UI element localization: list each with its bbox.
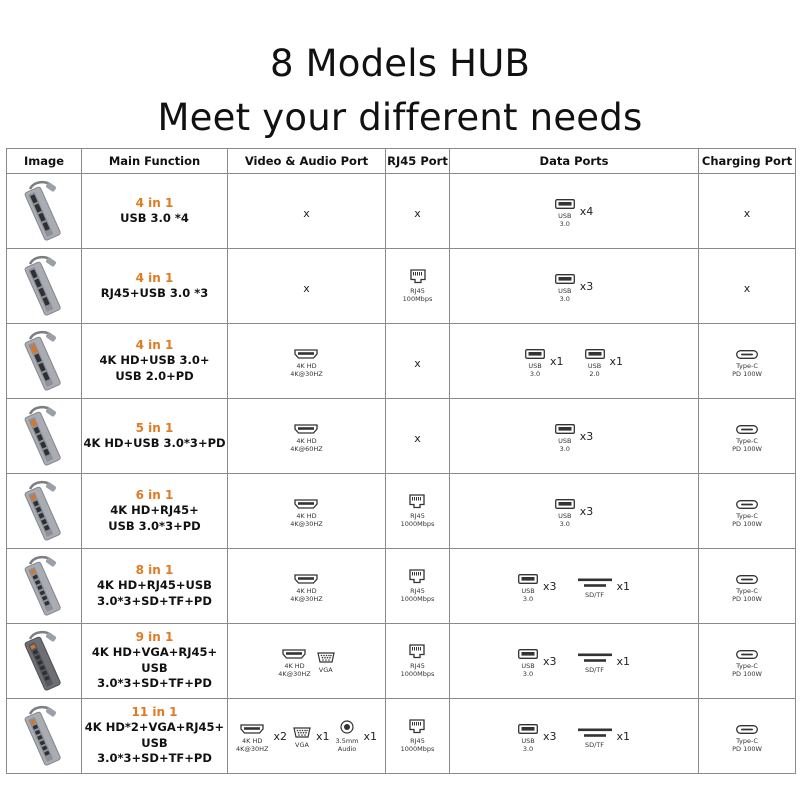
port-multiplier: x3 (542, 729, 557, 743)
cell-main-function (82, 699, 228, 774)
type-c-icon (736, 719, 758, 738)
port-multiplier: x1 (616, 729, 631, 743)
port-caption: USB 3.0 (558, 212, 572, 228)
cell-main-function (82, 474, 228, 549)
cell-image (7, 624, 82, 699)
video-ports (228, 419, 385, 453)
port-caption: 4K HD 4K@30HZ (278, 662, 311, 678)
cell-video-audio (228, 249, 386, 324)
port-icon-group (585, 344, 605, 378)
data-ports (450, 494, 698, 528)
cell-rj45 (386, 474, 450, 549)
function-line: 4K HD+VGA+RJ45+ (91, 645, 218, 660)
hub-device-image (7, 477, 81, 545)
function-line: USB 2.0+PD (115, 368, 194, 383)
video-ports (228, 719, 385, 753)
cell-charging (699, 474, 796, 549)
port-icon-group (555, 194, 575, 228)
data-ports (450, 644, 698, 678)
video-ports (228, 494, 385, 528)
port-caption: USB 3.0 (521, 587, 535, 603)
port-item (290, 569, 323, 603)
port-multiplier: x3 (579, 279, 594, 293)
port-caption: 4K HD 4K@30HZ (290, 512, 323, 528)
table-header-row (7, 149, 796, 174)
cell-rj45 (386, 324, 450, 399)
port-item (336, 719, 378, 753)
port-icon-group (732, 344, 762, 378)
cell-data-ports (450, 474, 699, 549)
table-row (7, 249, 796, 324)
port-item (555, 419, 594, 453)
function-line: 4K HD+RJ45+ (110, 503, 199, 517)
none-mark: x (303, 206, 310, 220)
table-row (7, 174, 796, 249)
port-icon-group (317, 648, 335, 675)
port-multiplier: x1 (616, 579, 631, 593)
data-ports (450, 194, 698, 228)
header-data-ports: Data Ports (450, 149, 699, 174)
port-item (403, 269, 433, 303)
data-ports (450, 419, 698, 453)
port-caption: 3.5mm Audio (335, 737, 359, 753)
port-caption: 4K HD 4K@30HZ (290, 587, 323, 603)
charging-ports (699, 569, 795, 603)
port-caption: USB 3.0 (558, 287, 572, 303)
port-caption: Type-C PD 100W (732, 437, 762, 453)
hdmi-icon (294, 569, 318, 588)
port-item (732, 344, 762, 378)
port-item (555, 269, 594, 303)
port-caption: Type-C PD 100W (732, 662, 762, 678)
cell-video-audio (228, 549, 386, 624)
port-icon-group (401, 719, 435, 753)
cell-data-ports (450, 399, 699, 474)
port-item (555, 194, 594, 228)
port-multiplier: x1 (315, 729, 330, 743)
hub-device-image (7, 177, 81, 245)
port-icon-group (525, 344, 545, 378)
rj45-ports (386, 719, 449, 753)
function-line: 4K HD+USB 3.0+ (99, 353, 210, 367)
model-count: 4 in 1 (135, 270, 174, 285)
port-icon-group (578, 723, 612, 750)
function-line: USB 3.0*3+SD+TF+PD (97, 660, 212, 691)
port-icon-group (290, 344, 323, 378)
port-caption: VGA (318, 665, 333, 674)
header-main-function: Main Function (82, 149, 228, 174)
port-icon-group (555, 269, 575, 303)
cell-rj45 (386, 249, 450, 324)
cell-charging (699, 249, 796, 324)
port-item (293, 723, 330, 750)
hdmi-icon (294, 494, 318, 513)
port-icon-group (578, 648, 612, 675)
cell-data-ports (450, 249, 699, 324)
sd-tf-icon (578, 573, 612, 592)
port-item (585, 344, 624, 378)
port-caption: RJ45 1000Mbps (400, 512, 435, 528)
video-ports (228, 569, 385, 603)
cell-main-function (82, 624, 228, 699)
port-icon-group (555, 419, 575, 453)
cell-main-function (82, 399, 228, 474)
port-multiplier: x2 (273, 729, 287, 743)
table-row (7, 699, 796, 774)
port-item (236, 719, 287, 753)
port-caption: USB 3.0 (558, 512, 572, 528)
port-item (290, 494, 323, 528)
port-item (732, 569, 762, 603)
data-ports (450, 344, 698, 378)
port-caption: USB 2.0 (587, 362, 602, 378)
port-icon-group (578, 573, 612, 600)
usb-icon (518, 569, 538, 588)
usb-icon (518, 719, 538, 738)
model-count: 4 in 1 (135, 195, 174, 210)
cell-charging (699, 324, 796, 399)
port-item (732, 719, 762, 753)
hub-device-image (7, 252, 81, 320)
port-item (578, 648, 631, 675)
port-item (518, 569, 557, 603)
usb-icon (555, 419, 575, 438)
cell-main-function (82, 174, 228, 249)
cell-charging (699, 624, 796, 699)
rj45-icon (409, 569, 425, 588)
audio-jack-icon (340, 719, 354, 738)
type-c-icon (736, 494, 758, 513)
port-icon-group (278, 644, 311, 678)
cell-charging (699, 699, 796, 774)
none-mark: x (303, 281, 310, 295)
cell-data-ports (450, 624, 699, 699)
port-item (732, 494, 762, 528)
type-c-icon (736, 419, 758, 438)
port-icon-group (293, 723, 311, 750)
port-icon-group (290, 419, 323, 453)
port-item (401, 719, 435, 753)
vga-icon (317, 648, 335, 667)
rj45-ports (386, 494, 449, 528)
data-ports (450, 719, 698, 753)
cell-charging (699, 399, 796, 474)
port-icon-group (401, 569, 435, 603)
port-item (278, 644, 311, 678)
port-caption: USB 3.0 (521, 662, 535, 678)
vga-icon (293, 723, 311, 742)
port-item (290, 419, 323, 453)
header-charging-port: Charging Port (699, 149, 796, 174)
port-icon-group (336, 719, 359, 753)
port-item (290, 344, 323, 378)
charging-ports (699, 644, 795, 678)
cell-image (7, 399, 82, 474)
port-item (732, 419, 762, 453)
cell-video-audio (228, 624, 386, 699)
cell-image (7, 324, 82, 399)
port-multiplier: x3 (579, 429, 594, 443)
hub-device-image (7, 702, 81, 770)
data-ports (450, 269, 698, 303)
header-image: Image (7, 149, 82, 174)
page-subtitle: Meet your different needs (157, 96, 643, 139)
table-row (7, 549, 796, 624)
port-multiplier: x1 (616, 654, 631, 668)
cell-main-function (82, 249, 228, 324)
function-line: 4K HD+USB 3.0*3+PD (83, 435, 226, 450)
cell-rj45 (386, 549, 450, 624)
model-count: 9 in 1 (135, 630, 174, 645)
none-mark: x (743, 206, 751, 220)
cell-video-audio (228, 174, 386, 249)
port-multiplier: x1 (363, 729, 378, 743)
hdmi-icon (282, 644, 306, 663)
function-line: 4K HD*2+VGA+RJ45+ (84, 720, 225, 735)
usb-icon (555, 269, 575, 288)
model-count: 5 in 1 (135, 420, 174, 435)
page-title: 8 Models HUB (269, 42, 531, 85)
function-line: USB 3.0 *4 (120, 210, 189, 225)
port-icon-group (732, 644, 762, 678)
video-ports (228, 344, 385, 378)
port-icon-group (403, 269, 433, 303)
port-icon-group (518, 719, 538, 753)
port-item (518, 719, 557, 753)
header-video-audio-port: Video & Audio Port (228, 149, 386, 174)
function-line: USB 3.0*3+PD (108, 518, 201, 533)
port-caption: SD/TF (584, 665, 605, 674)
port-caption: Type-C PD 100W (732, 362, 762, 378)
port-caption: RJ45 1000Mbps (400, 587, 435, 603)
rj45-icon (410, 269, 426, 288)
header-rj45-port: RJ45 Port (386, 149, 450, 174)
port-icon-group (732, 719, 762, 753)
port-item (732, 644, 762, 678)
cell-main-function (82, 324, 228, 399)
port-icon-group (401, 494, 435, 528)
port-caption: Type-C PD 100W (732, 587, 762, 603)
cell-video-audio (228, 399, 386, 474)
port-multiplier: x4 (579, 204, 594, 218)
none-mark: x (414, 206, 421, 220)
table-row (7, 324, 796, 399)
port-multiplier: x3 (542, 654, 557, 668)
hdmi-icon (240, 719, 264, 738)
cell-video-audio (228, 324, 386, 399)
port-caption: USB 3.0 (521, 737, 535, 753)
port-item (578, 723, 631, 750)
charging-ports (699, 419, 795, 453)
port-item (555, 494, 594, 528)
port-item (401, 644, 435, 678)
port-item (525, 344, 564, 378)
port-multiplier: x1 (609, 354, 624, 368)
table-row (7, 624, 796, 699)
port-icon-group (732, 569, 762, 603)
cell-data-ports (450, 549, 699, 624)
cell-data-ports (450, 174, 699, 249)
port-icon-group (401, 644, 435, 678)
cell-main-function (82, 549, 228, 624)
charging-ports (699, 344, 795, 378)
charging-ports (699, 719, 795, 753)
port-icon-group (732, 419, 762, 453)
none-mark: x (743, 281, 751, 295)
port-icon-group (518, 569, 538, 603)
port-multiplier: x3 (579, 504, 594, 518)
cell-rj45 (386, 174, 450, 249)
rj45-ports (386, 644, 449, 678)
port-caption: 4K HD 4K@30HZ (235, 737, 269, 753)
hdmi-icon (294, 344, 318, 363)
port-icon-group (236, 719, 269, 753)
cell-image (7, 699, 82, 774)
port-multiplier: x3 (542, 579, 557, 593)
cell-rj45 (386, 399, 450, 474)
port-caption: RJ45 1000Mbps (400, 737, 435, 753)
usb-icon (555, 494, 575, 513)
port-item (317, 648, 335, 675)
rj45-ports (386, 569, 449, 603)
port-item (401, 494, 435, 528)
sd-tf-icon (578, 723, 612, 742)
table-row (7, 399, 796, 474)
cell-charging (699, 174, 796, 249)
cell-video-audio (228, 699, 386, 774)
usb-icon (525, 344, 545, 363)
port-caption: Type-C PD 100W (732, 512, 762, 528)
data-ports (450, 569, 698, 603)
hub-device-image (7, 327, 81, 395)
none-mark: x (414, 431, 421, 445)
models-table (6, 148, 796, 774)
port-icon-group (732, 494, 762, 528)
rj45-icon (409, 719, 425, 738)
model-count: 4 in 1 (135, 338, 174, 352)
usb-icon (555, 194, 575, 213)
port-icon-group (290, 494, 323, 528)
port-item (578, 573, 631, 600)
cell-data-ports (450, 699, 699, 774)
hub-device-image (7, 402, 81, 470)
port-caption: VGA (295, 740, 309, 749)
charging-ports (699, 494, 795, 528)
type-c-icon (736, 644, 758, 663)
hub-device-image (7, 552, 81, 620)
cell-charging (699, 549, 796, 624)
sd-tf-icon (578, 648, 612, 667)
usb-icon (518, 644, 538, 663)
usb-icon (585, 344, 605, 363)
port-caption: USB 3.0 (528, 362, 542, 378)
port-caption: SD/TF (584, 590, 605, 599)
cell-image (7, 174, 82, 249)
port-caption: Type-C PD 100W (732, 737, 762, 753)
model-count: 8 in 1 (135, 563, 174, 577)
cell-rj45 (386, 624, 450, 699)
cell-video-audio (228, 474, 386, 549)
port-caption: 4K HD 4K@60HZ (290, 437, 323, 453)
table-row (7, 474, 796, 549)
port-caption: SD/TF (584, 740, 605, 749)
function-line: 3.0*3+SD+TF+PD (97, 593, 212, 608)
port-caption: USB 3.0 (558, 437, 572, 453)
cell-rj45 (386, 699, 450, 774)
rj45-icon (409, 494, 425, 513)
port-icon-group (290, 569, 323, 603)
function-line: RJ45+USB 3.0 *3 (100, 285, 209, 300)
model-count: 11 in 1 (131, 705, 178, 720)
rj45-icon (409, 644, 425, 663)
type-c-icon (736, 569, 758, 588)
type-c-icon (736, 344, 758, 363)
port-caption: RJ45 100Mbps (402, 287, 433, 303)
port-caption: 4K HD 4K@30HZ (290, 362, 323, 378)
function-line: 4K HD+RJ45+USB (97, 578, 212, 592)
port-item (401, 569, 435, 603)
port-item (518, 644, 557, 678)
cell-data-ports (450, 324, 699, 399)
model-count: 6 in 1 (135, 488, 174, 502)
port-caption: RJ45 1000Mbps (400, 662, 435, 678)
hub-device-image (7, 627, 81, 695)
cell-image (7, 474, 82, 549)
cell-image (7, 249, 82, 324)
video-ports (228, 644, 385, 678)
port-icon-group (518, 644, 538, 678)
rj45-ports (386, 269, 449, 303)
cell-image (7, 549, 82, 624)
function-line: USB 3.0*3+SD+TF+PD (97, 735, 212, 766)
port-icon-group (555, 494, 575, 528)
port-multiplier: x1 (549, 354, 564, 368)
hdmi-icon (294, 419, 318, 438)
none-mark: x (414, 356, 421, 370)
